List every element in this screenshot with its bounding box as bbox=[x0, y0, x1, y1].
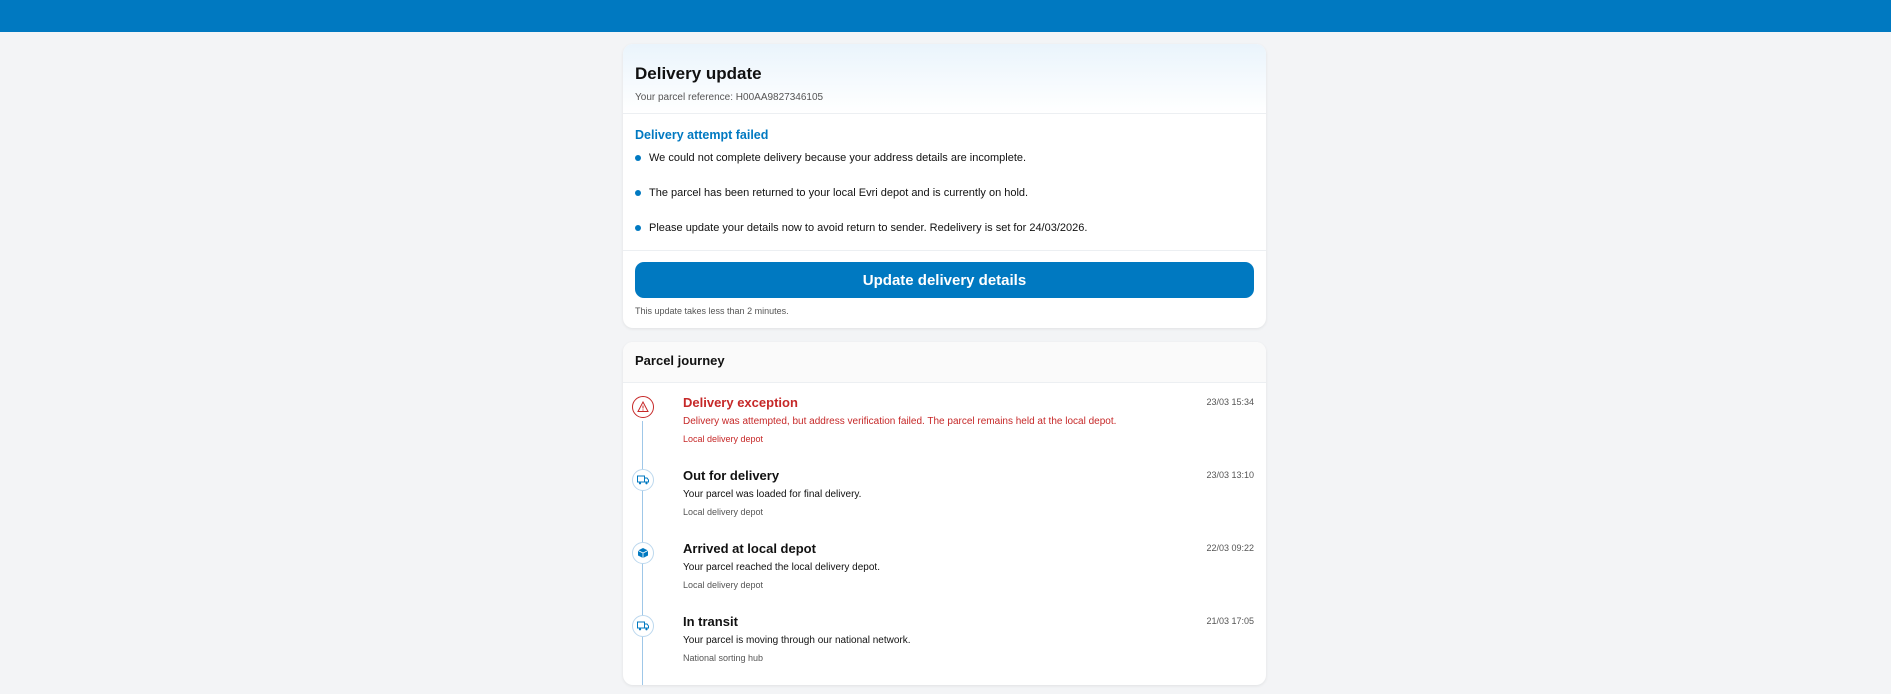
event-location: Local delivery depot bbox=[683, 507, 764, 517]
package-icon bbox=[632, 542, 654, 564]
list-item bbox=[635, 185, 1254, 201]
list-item bbox=[635, 150, 1254, 166]
timeline-event bbox=[635, 466, 1254, 539]
alert-bullet-list bbox=[635, 150, 1254, 236]
bullet-dot-icon bbox=[635, 190, 641, 196]
card-header bbox=[623, 44, 1266, 114]
event-description: Your parcel reached the local delivery depot. bbox=[683, 562, 880, 573]
cta-section bbox=[623, 251, 1266, 328]
event-time: 21/03 17:05 bbox=[1206, 616, 1254, 626]
event-time: 22/03 09:22 bbox=[1206, 543, 1254, 553]
top-brand-bar bbox=[0, 0, 1891, 32]
event-title: Arrived at local depot bbox=[683, 541, 816, 556]
main-content bbox=[623, 44, 1266, 685]
timeline-event bbox=[635, 612, 1254, 685]
delivery-van-icon bbox=[632, 615, 654, 637]
warning-icon bbox=[632, 396, 654, 418]
page-title: Delivery update bbox=[635, 64, 762, 83]
parcel-journey-card bbox=[623, 342, 1266, 685]
journey-timeline bbox=[623, 383, 1266, 685]
delivery-van-icon bbox=[632, 469, 654, 491]
event-title: Out for delivery bbox=[683, 468, 780, 483]
event-title: Delivery exception bbox=[683, 395, 798, 410]
bullet-text: Please update your details now to avoid return to sender. Redelivery is set for 24/03/2026. bbox=[649, 222, 1088, 234]
event-time: 23/03 13:10 bbox=[1206, 470, 1254, 480]
event-location: Local delivery depot bbox=[683, 434, 764, 444]
update-delivery-details-button[interactable]: Update delivery details bbox=[635, 262, 1254, 298]
parcel-reference: Your parcel reference: H00AA9827346105 bbox=[635, 92, 824, 103]
timeline-event bbox=[635, 393, 1254, 466]
alert-section bbox=[623, 114, 1266, 251]
event-description: Your parcel was loaded for final delivery. bbox=[683, 489, 862, 500]
list-item bbox=[635, 220, 1254, 236]
event-location: National sorting hub bbox=[683, 653, 764, 663]
event-location: Local delivery depot bbox=[683, 580, 764, 590]
event-title: In transit bbox=[683, 614, 738, 629]
journey-title: Parcel journey bbox=[623, 342, 1266, 383]
alert-title: Delivery attempt failed bbox=[635, 128, 769, 142]
bullet-text: We could not complete delivery because your address details are incomplete. bbox=[649, 152, 1027, 164]
cta-note: This update takes less than 2 minutes. bbox=[635, 306, 789, 316]
event-description: Your parcel is moving through our national network. bbox=[683, 635, 911, 646]
bullet-text: The parcel has been returned to your local Evri depot and is currently on hold. bbox=[649, 187, 1029, 199]
timeline-event bbox=[635, 539, 1254, 612]
event-time: 23/03 15:34 bbox=[1206, 397, 1254, 407]
bullet-dot-icon bbox=[635, 155, 641, 161]
bullet-dot-icon bbox=[635, 225, 641, 231]
event-description: Delivery was attempted, but address verification failed. The parcel remains held at the local depot. bbox=[683, 416, 1117, 427]
delivery-update-card bbox=[623, 44, 1266, 328]
